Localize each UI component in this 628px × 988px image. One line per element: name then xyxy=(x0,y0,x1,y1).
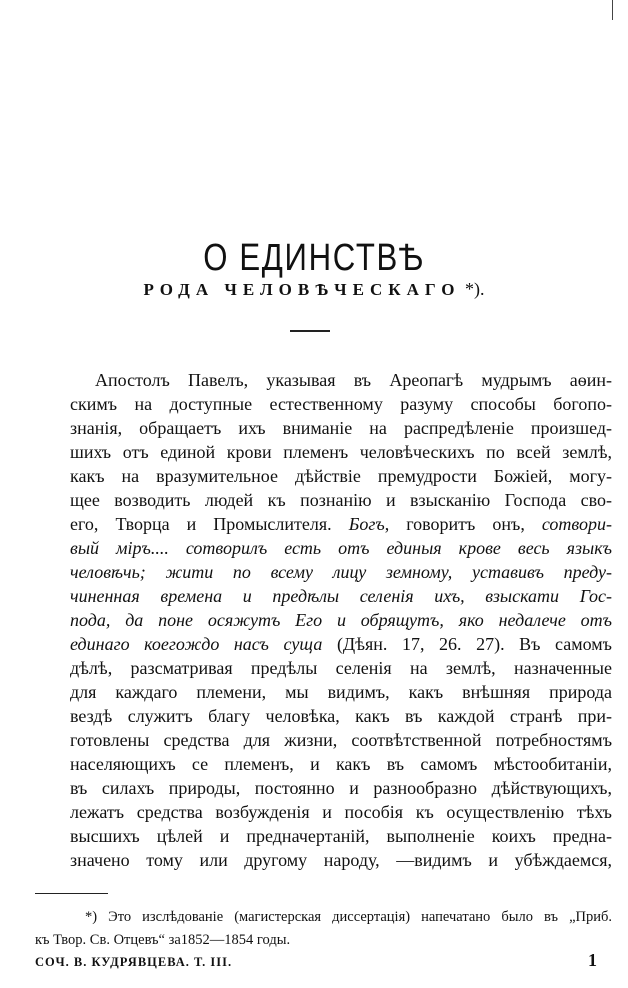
text-line xyxy=(70,464,612,488)
scan-edge-line xyxy=(612,0,613,20)
text-line xyxy=(70,680,612,704)
text-segment: въ силахъ природы, постоянно и разнообразно дѣйствующихъ, xyxy=(70,778,612,798)
italic-quote: пода, да поне осяжутъ Его и обрящутъ, яко недалече отъ xyxy=(70,610,612,630)
page-subtitle xyxy=(0,279,628,300)
text-segment: щее возводить людей къ познанію и взысканію Господа сво- xyxy=(70,490,612,510)
text-segment: значено тому или другому народу, —видимъ и убѣждаемся, xyxy=(70,850,612,870)
text-line xyxy=(70,416,612,440)
text-segment: (Дѣян. 17, 26. 27). Въ самомъ xyxy=(322,634,612,654)
text-segment: для каждаго племени, мы видимъ, какъ внѣшняя природа xyxy=(70,682,612,702)
text-line xyxy=(70,512,612,536)
italic-quote: вый міръ.... сотворилъ есть отъ единыя крове весь языкъ xyxy=(70,538,612,558)
text-segment: готовлены средства для жизни, соотвѣтственной потребностямъ xyxy=(70,730,612,750)
text-line xyxy=(70,824,612,848)
text-segment: шихъ отъ единой крови племенъ человѣческихъ по всей землѣ, xyxy=(70,442,612,462)
subtitle-text: РОДА ЧЕЛОВѢЧЕСКАГО xyxy=(143,280,461,299)
footnote-line: *) Это изслѣдованіе (магистерская диссертація) напечатано было въ „Приб. xyxy=(85,909,612,925)
body-text xyxy=(70,368,612,872)
text-segment: , говоритъ онъ, xyxy=(384,514,542,534)
text-line xyxy=(70,776,612,800)
text-segment: лежатъ средства возбужденія и пособія къ осуществленію тѣхъ xyxy=(70,802,612,822)
text-line xyxy=(70,488,612,512)
text-line xyxy=(70,368,612,392)
italic-quote: Богъ xyxy=(348,514,385,534)
text-segment: вездѣ служитъ благу человѣка, какъ въ каждой странѣ при- xyxy=(70,706,612,726)
text-line xyxy=(70,584,612,608)
text-line xyxy=(70,656,612,680)
footnote-divider xyxy=(35,893,108,894)
text-line xyxy=(70,800,612,824)
text-segment: его, Творца и Промыслителя. xyxy=(70,514,349,534)
text-line xyxy=(70,704,612,728)
text-line xyxy=(70,560,612,584)
text-segment: знанія, обращаетъ ихъ вниманіе на распредѣленіе произшед- xyxy=(70,418,612,438)
italic-quote: сотвори- xyxy=(541,514,613,534)
page-number: 1 xyxy=(588,950,597,970)
text-line xyxy=(70,728,612,752)
page-title: О ЕДИНСТВѢ xyxy=(203,237,425,280)
footnote-line: къ Твор. Св. Отцевъ“ за1852—1854 годы. xyxy=(35,932,291,948)
text-segment: какъ на вразумительное дѣйствіе премудрости Божіей, могу- xyxy=(70,466,612,486)
italic-quote: человѣчь; жити по всему лицу земному, уставивъ преду- xyxy=(70,562,612,582)
text-segment: скимъ на доступные естественному разуму способы богопо- xyxy=(70,394,612,414)
text-line xyxy=(70,848,612,872)
footnote-reference: *). xyxy=(460,279,485,299)
text-line xyxy=(70,752,612,776)
text-line xyxy=(70,632,612,656)
text-line xyxy=(70,392,612,416)
title-divider xyxy=(290,330,330,332)
text-segment: высшихъ цѣлей и предначертаній, выполненіе коихъ предна- xyxy=(70,826,612,846)
printer-signature: СОЧ. В. КУДРЯВЦЕВА. Т. III. xyxy=(35,955,233,969)
text-line xyxy=(70,440,612,464)
text-segment: населяющихъ се племенъ, и какъ въ самомъ мѣстообитаніи, xyxy=(70,754,612,774)
italic-quote: чиненная времена и предѣлы селенія ихъ, взыскати Гос- xyxy=(70,586,612,606)
italic-quote: единаго коегождо насъ суща xyxy=(70,634,323,654)
text-line xyxy=(70,608,612,632)
text-segment: Апостолъ Павелъ, указывая въ Ареопагѣ мудрымъ аѳин- xyxy=(95,370,612,390)
text-line xyxy=(70,536,612,560)
text-segment: дѣлѣ, разсматривая предѣлы селенія на землѣ, назначенные xyxy=(70,658,612,678)
